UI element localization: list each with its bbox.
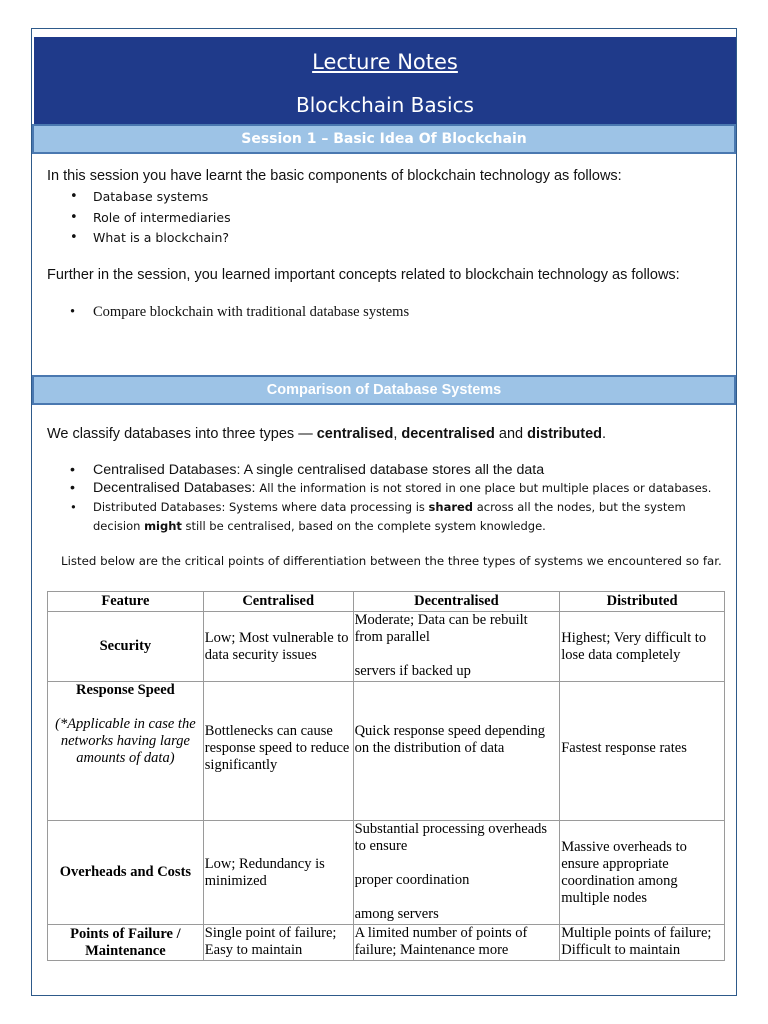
feature-points-of-failure: Points of Failure / Maintenance bbox=[48, 925, 204, 961]
classify-and: and bbox=[494, 426, 528, 442]
cell-text: Moderate; Data can be rebuilt from parallel bbox=[354, 612, 528, 645]
table-row bbox=[48, 612, 725, 682]
session-heading: Session 1 – Basic Idea Of Blockchain bbox=[32, 124, 736, 154]
distributed-pre: Distributed Databases: Systems where data processing is bbox=[93, 500, 429, 514]
type-distributed: distributed bbox=[527, 426, 603, 442]
classify-period: . bbox=[602, 426, 607, 442]
cell-decentralised: A limited number of points of failure; Maintenance more bbox=[353, 925, 560, 961]
feature-label: Response Speed bbox=[76, 682, 175, 698]
header-centralised: Centralised bbox=[203, 592, 353, 612]
line-gap bbox=[355, 646, 559, 663]
type-decentralised: decentralised bbox=[401, 426, 495, 442]
table-header-row bbox=[48, 592, 725, 612]
classify-comma: , bbox=[393, 426, 402, 442]
header-decentralised: Decentralised bbox=[353, 592, 560, 612]
header-feature: Feature bbox=[48, 592, 204, 612]
cell-text: among servers bbox=[354, 906, 439, 922]
list-item: • What is a blockchain? bbox=[62, 228, 231, 249]
cell-text: servers if backed up bbox=[354, 663, 471, 679]
list-item: • Database systems bbox=[62, 187, 231, 208]
cell-centralised: Low; Redundancy is minimized bbox=[203, 821, 353, 925]
distributed-mid: across all the nodes, but the system decision bbox=[93, 500, 686, 533]
page-title: Lecture Notes bbox=[312, 50, 458, 74]
cell-distributed: Massive overheads to ensure appropriate coordination among multiple nodes bbox=[560, 821, 725, 925]
line-gap bbox=[355, 889, 559, 906]
distributed-bold-shared: shared bbox=[428, 500, 474, 514]
cell-centralised: Low; Most vulnerable to data security issues bbox=[203, 612, 353, 682]
feature-response-speed bbox=[48, 682, 204, 821]
session-intro: In this session you have learnt the basic components of blockchain technology as follows: bbox=[47, 168, 622, 184]
cell-decentralised bbox=[353, 612, 560, 682]
feature-note: (*Applicable in case the networks having large amounts of data) bbox=[55, 716, 196, 766]
distributed-item bbox=[62, 498, 722, 536]
database-types-list bbox=[62, 461, 722, 536]
concept-item: • Compare blockchain with traditional database systems bbox=[62, 304, 409, 321]
centralised-item: • Centralised Databases: A single centralised database stores all the data bbox=[62, 461, 722, 479]
comparison-heading: Comparison of Database Systems bbox=[32, 375, 736, 405]
line-gap bbox=[355, 855, 559, 872]
cell-text: Substantial processing overheads to ensure bbox=[354, 821, 548, 854]
feature-overheads: Overheads and Costs bbox=[48, 821, 204, 925]
classify-prefix: We classify databases into three types — bbox=[47, 426, 317, 442]
type-centralised: centralised bbox=[316, 426, 394, 442]
header-distributed: Distributed bbox=[560, 592, 725, 612]
cell-distributed: Fastest response rates bbox=[560, 682, 725, 821]
decentralised-detail: All the information is not stored in one place but multiple places or databases. bbox=[259, 481, 712, 495]
feature-security: Security bbox=[48, 612, 204, 682]
decentralised-item bbox=[62, 479, 722, 497]
cell-centralised: Bottlenecks can cause response speed to reduce significantly bbox=[203, 682, 353, 821]
listed-below-text: Listed below are the critical points of differentiation between the three types of systems we encountered so far. bbox=[61, 554, 722, 568]
cell-distributed: Highest; Very difficult to lose data completely bbox=[560, 612, 725, 682]
table-row bbox=[48, 925, 725, 961]
session-further: Further in the session, you learned important concepts related to blockchain technology as follows: bbox=[47, 267, 680, 283]
list-item: • Role of intermediaries bbox=[62, 208, 231, 229]
comparison-table bbox=[47, 591, 725, 961]
table-row bbox=[48, 821, 725, 925]
decentralised-label: Decentralised Databases: bbox=[93, 480, 260, 496]
distributed-bold-might: might bbox=[144, 519, 182, 533]
page-subtitle: Blockchain Basics bbox=[296, 93, 474, 117]
line-gap bbox=[49, 699, 202, 716]
cell-distributed: Multiple points of failure; Difficult to maintain bbox=[560, 925, 725, 961]
document-page bbox=[31, 28, 737, 996]
cell-decentralised: Quick response speed depending on the distribution of data bbox=[353, 682, 560, 821]
cell-centralised: Single point of failure; Easy to maintain bbox=[203, 925, 353, 961]
distributed-post: still be centralised, based on the complete system knowledge. bbox=[181, 519, 546, 533]
table-row bbox=[48, 682, 725, 821]
components-list bbox=[62, 187, 231, 249]
cell-text: proper coordination bbox=[354, 872, 470, 888]
cell-decentralised bbox=[353, 821, 560, 925]
classify-sentence bbox=[47, 426, 606, 442]
